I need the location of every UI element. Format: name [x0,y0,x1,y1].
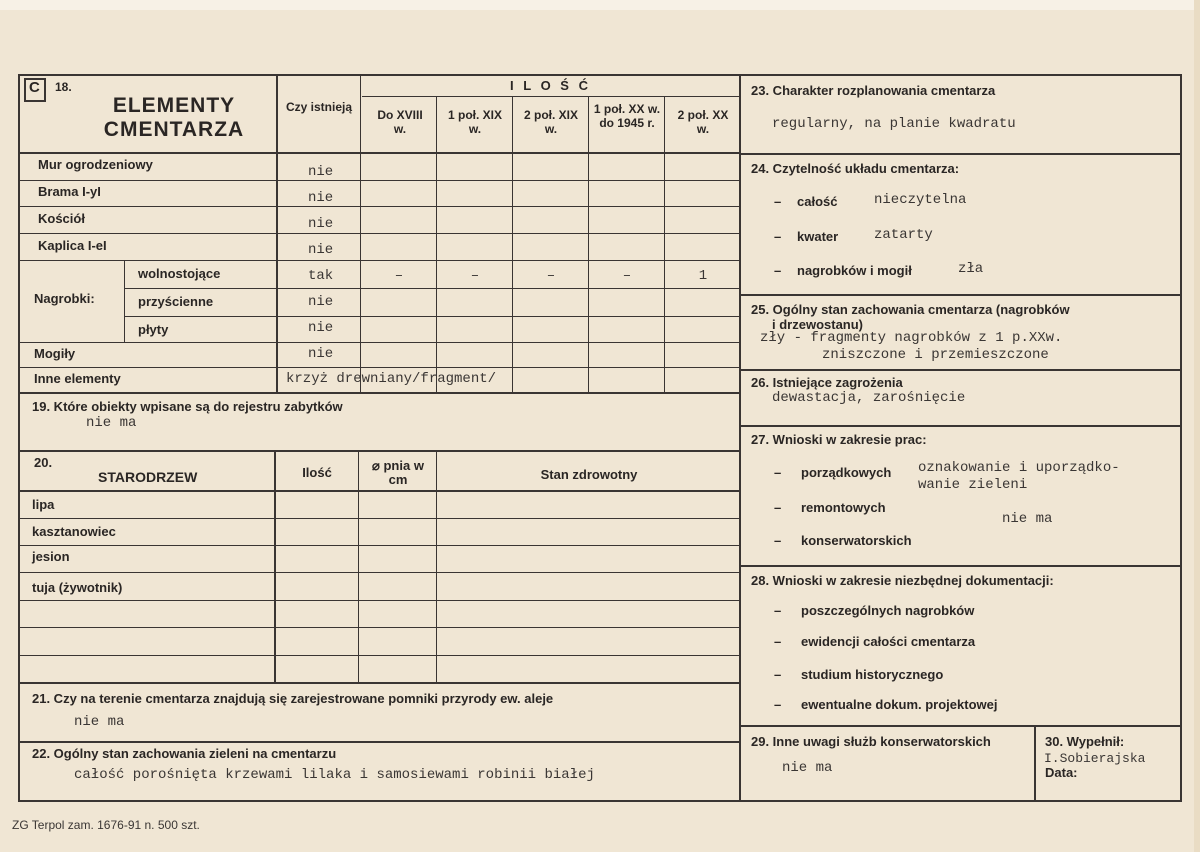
rule-line [512,96,513,392]
s27-item-label: remontowych [801,500,886,515]
row-label: przyścienne [138,294,214,309]
row-label: wolnostojące [138,266,221,281]
rule-line [124,316,739,317]
rule-line [274,452,276,684]
rule-line [20,545,739,546]
s24-label: 24. Czytelność układu cmentarza: [751,161,960,176]
s18-title-line1: ELEMENTY [112,94,236,117]
s28-item: ewentualne dokum. projektowej [801,697,998,712]
period-header-4: 2 poł. XX w. [677,108,729,136]
rule-line [1180,74,1182,802]
rule-line [18,450,740,452]
tree-name: tuja (żywotnik) [32,580,123,595]
qty-value: 1 [698,268,708,284]
rule-line [18,741,740,743]
rule-line [436,96,437,392]
nagrobki-label: Nagrobki: [34,291,95,306]
row-label: Kościół [38,211,85,226]
s29-label: 29. Inne uwagi służb konserwatorskich [751,734,991,749]
period-header-3: 1 poł. XX w. do 1945 r. [593,102,661,130]
rule-line [18,800,1182,802]
s24-item-label: całość [797,194,838,209]
s29-value: nie ma [782,760,833,776]
col-exists-header: Czy istnieją [285,100,353,114]
rule-line [20,572,739,573]
rule-line [740,369,1181,371]
rule-line [18,74,20,802]
row-label: Mogiły [34,346,76,361]
s25-value-line1: zły - fragmenty nagrobków z 1 p.XXw. [760,330,1063,346]
rule-line [436,452,437,684]
exists-value: nie [308,164,334,180]
rule-line [18,392,740,394]
s20-title: STARODRZEW [98,469,198,485]
s24-item-value: zła [958,261,984,277]
rule-line [740,565,1181,567]
exists-value: nie [308,346,334,362]
exists-value: nie [308,216,334,232]
s28-item: ewidencji całości cmentarza [801,634,976,649]
period-header-0: Do XVIII w. [377,108,423,136]
rule-line [358,452,359,684]
s24-item-value: zatarty [874,227,933,243]
row-label: Inne elementy [34,371,121,386]
s23-label: 23. Charakter rozplanowania cmentarza [751,83,996,98]
rule-line [276,76,278,392]
s22-value: całość porośnięta krzewami lilaka i samosiewami robinii białej [74,767,595,783]
rule-line [20,367,739,368]
rule-line [18,490,740,492]
rule-line [20,342,739,343]
dash: – [774,603,782,618]
s18-title-line2: CMENTARZA [103,118,245,141]
printer-footer: ZG Terpol zam. 1676-91 n. 500 szt. [12,818,200,832]
dash: – [774,229,782,244]
exists-value: krzyż drewniany/fragment/ [286,371,497,387]
rule-line [360,76,361,392]
s19-label: 19. Które obiekty wpisane są do rejestru zabytków [32,399,343,414]
rule-line [124,288,739,289]
s27-item-value: nie ma [1002,511,1053,527]
rule-line [740,425,1181,427]
row-label: Brama I-yI [38,184,101,199]
s25-value-line2: zniszczone i przemieszczone [822,347,1049,363]
row-label: Kaplica I-eI [38,238,107,253]
s30-value: I.Sobierajska [1044,751,1146,766]
s28-item: poszczególnych nagrobków [801,603,975,618]
row-label: Mur ogrodzeniowy [38,157,153,172]
rule-line [740,153,1181,155]
card-edge [1194,0,1200,852]
rule-line [18,74,1182,76]
s20-number: 20. [34,455,53,470]
s21-label: 21. Czy na terenie cmentarza znajdują się zarejestrowane pomniki przyrody ew. aleje [32,691,554,706]
ilosc-header: I L O Ś Ć [510,78,591,93]
s25-label-line2: i drzewostanu) [772,317,864,332]
dash: – [774,634,782,649]
dash: – [774,533,782,548]
period-header-1: 1 poł. XIX w. [447,108,502,136]
s28-label: 28. Wnioski w zakresie niezbędnej dokumentacji: [751,573,1054,588]
rule-line [740,294,1181,296]
dash: – [774,263,782,278]
col-qty-header: Ilość [302,465,332,480]
col-diam-header: ⌀ pnia w cm [372,458,424,487]
s24-item-value: nieczytelna [874,192,967,208]
s19-value: nie ma [86,415,137,431]
exists-value: nie [308,190,334,206]
tree-name: lipa [32,497,55,512]
exists-value: nie [308,242,334,258]
qty-value: – [622,268,632,284]
rule-line [18,682,740,684]
s27-item-label: konserwatorskich [801,533,912,548]
dash: – [774,465,782,480]
top-band [0,0,1200,10]
s24-item-label: kwater [797,229,839,244]
rule-line [20,655,739,656]
rule-line [740,725,1181,727]
rule-line [1034,726,1036,801]
qty-value: – [394,268,404,284]
s22-label: 22. Ogólny stan zachowania zieleni na cmentarzu [32,746,337,761]
section-code: C [29,79,40,96]
s27-item-value: wanie zieleni [918,477,1028,493]
col-health-header: Stan zdrowotny [540,467,638,482]
rule-line [588,96,589,392]
s24-item-label: nagrobków i mogił [797,263,912,278]
tree-name: jesion [32,549,70,564]
exists-value: tak [308,268,334,284]
rule-line [20,180,739,181]
dash: – [774,667,782,682]
rule-line [20,233,739,234]
qty-value: – [470,268,480,284]
rule-line [20,600,739,601]
s18-number: 18. [55,80,72,94]
exists-value: nie [308,320,334,336]
s30-label: 30. Wypełnił: [1045,734,1125,749]
rule-line [362,96,739,97]
rule-line [18,152,740,154]
rule-line [124,261,125,342]
dash: – [774,194,782,209]
s27-item-value: oznakowanie i uporządko- [918,460,1120,476]
period-header-2: 2 poł. XIX w. [523,108,578,136]
s28-item: studium historycznego [801,667,944,682]
s26-label: 26. Istniejące zagrożenia [751,375,903,390]
s30-date-label: Data: [1045,765,1078,780]
s25-label-line1: 25. Ogólny stan zachowania cmentarza (nagrobków [751,302,1070,317]
s23-value: regularny, na planie kwadratu [772,116,1016,132]
exists-value: nie [308,294,334,310]
rule-line [20,627,739,628]
rule-line [20,206,739,207]
tree-name: kasztanowiec [32,524,116,539]
s21-value: nie ma [74,714,125,730]
s27-label: 27. Wnioski w zakresie prac: [751,432,927,447]
qty-value: – [546,268,556,284]
rule-line [739,74,741,802]
rule-line [20,260,739,261]
s27-item-label: porządkowych [801,465,892,480]
row-label: płyty [138,322,169,337]
s26-value: dewastacja, zarośnięcie [772,390,966,406]
dash: – [774,500,782,515]
rule-line [20,518,739,519]
rule-line [664,96,665,392]
dash: – [774,697,782,712]
